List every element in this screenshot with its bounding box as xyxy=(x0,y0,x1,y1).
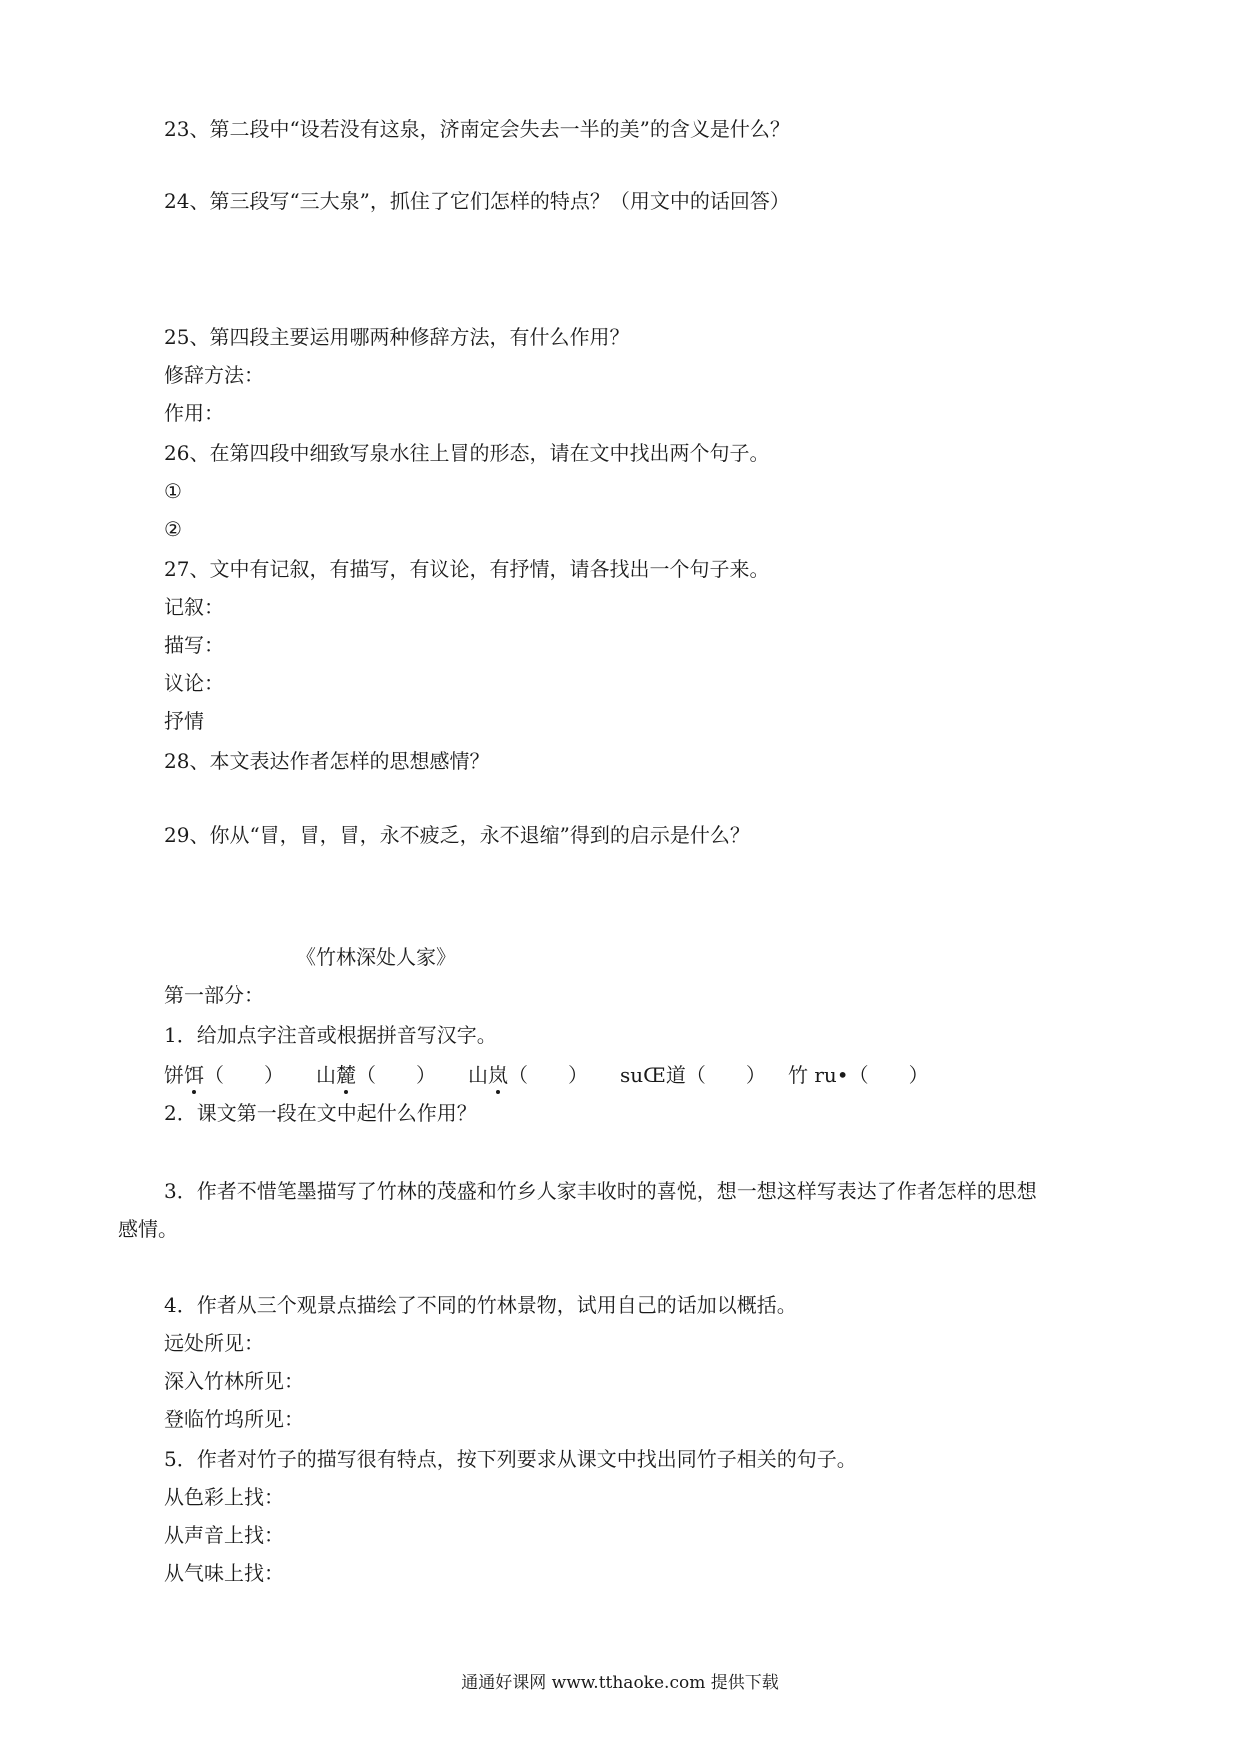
pinyin-item: 山岚（ ） xyxy=(468,1063,588,1087)
answer-label-smell: 从气味上找： xyxy=(164,1561,284,1585)
emphasis-dot-icon xyxy=(192,1090,196,1094)
answer-label-narration: 记叙： xyxy=(164,595,224,619)
exercise-3-continued: 感情。 xyxy=(118,1217,178,1241)
pinyin-item: 饼饵（ ） xyxy=(164,1063,284,1087)
question-26: 26、在第四段中细致写泉水往上冒的形态，请在文中找出两个句子。 xyxy=(164,441,770,465)
emphasis-dot-icon xyxy=(496,1090,500,1094)
pinyin-item: 山麓（ ） xyxy=(316,1063,436,1087)
answer-marker-1: ① xyxy=(164,479,182,503)
question-27: 27、文中有记叙，有描写，有议论，有抒情，请各找出一个句子来。 xyxy=(164,557,770,581)
footer-note: 通通好课网 www.tthaoke.com 提供下载 xyxy=(461,1673,779,1693)
answer-label-argument: 议论： xyxy=(164,671,224,695)
emphasis-dot-icon xyxy=(344,1090,348,1094)
exercise-1: 1．给加点字注音或根据拼音写汉字。 xyxy=(164,1023,497,1047)
answer-label-far-view: 远处所见： xyxy=(164,1331,264,1355)
answer-label-lyric: 抒情 xyxy=(164,709,204,733)
question-23: 23、第二段中“设若没有这泉，济南定会失去一半的美”的含义是什么？ xyxy=(164,117,790,141)
section-title: 《竹林深处人家》 xyxy=(296,945,456,969)
question-25: 25、第四段主要运用哪两种修辞方法，有什么作用？ xyxy=(164,325,630,349)
exercise-3: 3．作者不惜笔墨描写了竹林的茂盛和竹乡人家丰收时的喜悦，想一想这样写表达了作者怎样的思想 xyxy=(164,1179,1037,1203)
pinyin-item: 竹 ru•（ ） xyxy=(788,1063,929,1087)
question-24: 24、第三段写“三大泉”，抓住了它们怎样的特点？（用文中的话回答） xyxy=(164,189,790,213)
answer-label-color: 从色彩上找： xyxy=(164,1485,284,1509)
answer-label-rhetoric: 修辞方法： xyxy=(164,363,264,387)
question-29: 29、你从“冒，冒，冒，永不疲乏，永不退缩”得到的启示是什么？ xyxy=(164,823,750,847)
exercise-5: 5．作者对竹子的描写很有特点，按下列要求从课文中找出同竹子相关的句子。 xyxy=(164,1447,857,1471)
answer-label-inside-view: 深入竹林所见： xyxy=(164,1369,304,1393)
answer-label-effect: 作用： xyxy=(164,401,224,425)
pinyin-item: suŒ道（ ） xyxy=(620,1063,766,1087)
exercise-2: 2．课文第一段在文中起什么作用？ xyxy=(164,1101,477,1125)
question-28: 28、本文表达作者怎样的思想感情？ xyxy=(164,749,490,773)
exercise-4: 4．作者从三个观景点描绘了不同的竹林景物，试用自己的话加以概括。 xyxy=(164,1293,797,1317)
answer-label-sound: 从声音上找： xyxy=(164,1523,284,1547)
answer-marker-2: ② xyxy=(164,517,182,541)
answer-label-high-view: 登临竹坞所见： xyxy=(164,1407,304,1431)
part-heading: 第一部分： xyxy=(164,983,264,1007)
answer-label-description: 描写： xyxy=(164,633,224,657)
